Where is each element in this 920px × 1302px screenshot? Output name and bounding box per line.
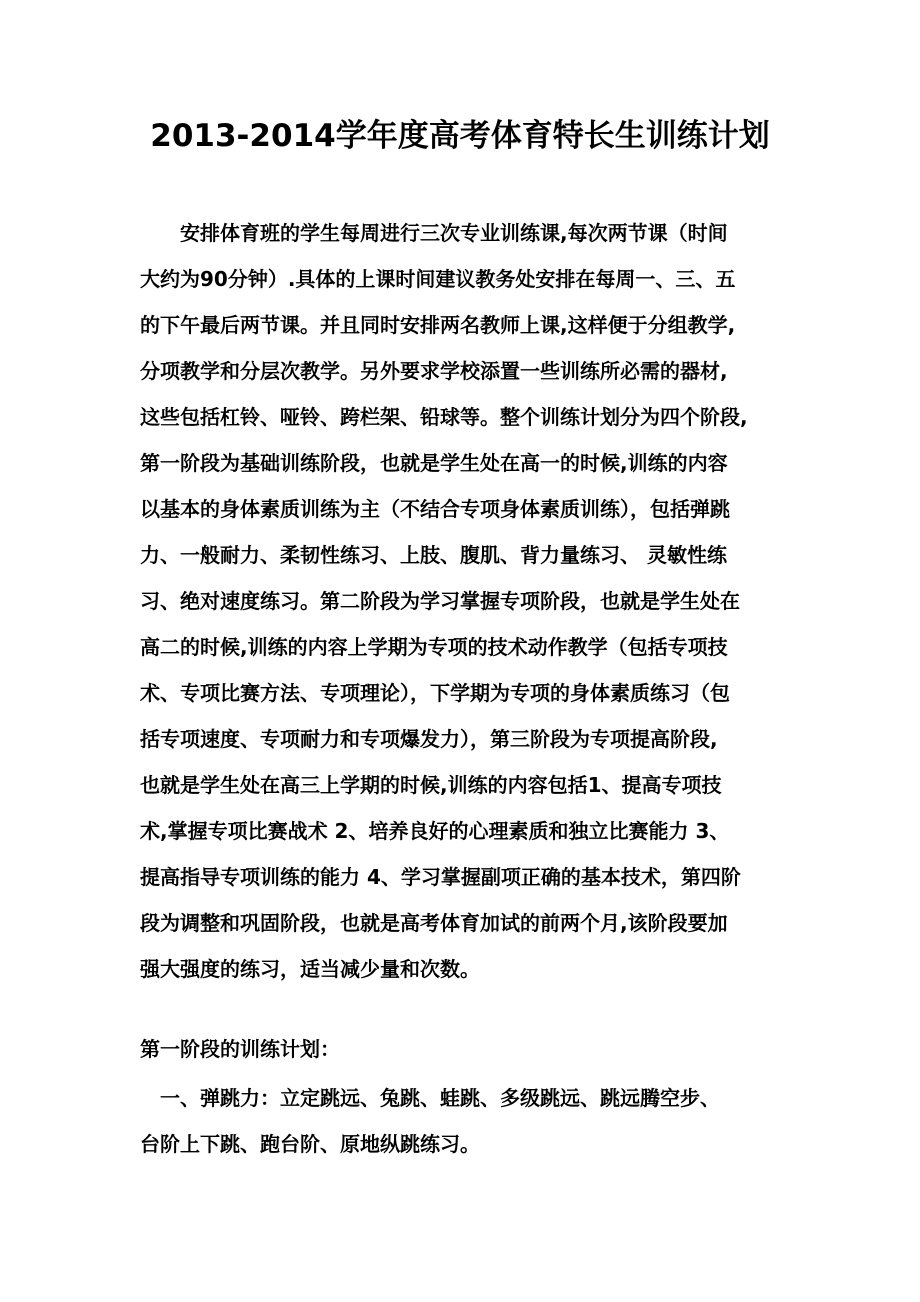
- training-item-paragraph: [140, 1075, 800, 1167]
- intro-line: 术、专项比赛方法、专项理论），下学期为专项的身体素质练习（包: [140, 681, 730, 705]
- intro-line: 高二的时候,训练的内容上学期为专项的技术动作教学（包括专项技: [140, 635, 728, 659]
- stage-heading-block: [140, 1026, 800, 1072]
- intro-line: 以基本的身体素质训练为主（不结合专项身体素质训练），包括弹跳: [140, 497, 730, 521]
- intro-line: 术,掌握专项比赛战术 2、培养良好的心理素质和独立比赛能力 3、: [140, 819, 730, 843]
- intro-line: 括专项速度、专项耐力和专项爆发力），第三阶段为专项提高阶段,: [140, 727, 718, 751]
- training-item-line: 台阶上下跳、跑台阶、原地纵跳练习。: [140, 1132, 480, 1156]
- stage-heading: 第一阶段的训练计划：: [140, 1037, 340, 1061]
- intro-line: 力、一般耐力、柔韧性练习、上肢、腹肌、背力量练习、 灵敏性练: [140, 543, 727, 567]
- intro-line: 第一阶段为基础训练阶段，也就是学生处在高一的时候,训练的内容: [140, 451, 728, 475]
- intro-line: 大约为90分钟）.具体的上课时间建议教务处安排在每周一、三、五: [140, 267, 736, 291]
- intro-line: 提高指导专项训练的能力 4、学习掌握副项正确的基本技术，第四阶: [140, 865, 741, 889]
- intro-line: 安排体育班的学生每周进行三次专业训练课,每次两节课（时间: [180, 221, 728, 245]
- intro-line: 分项教学和分层次教学。另外要求学校添置一些训练所必需的器材,: [140, 359, 728, 383]
- intro-line: 段为调整和巩固阶段，也就是高考体育加试的前两个月,该阶段要加: [140, 911, 728, 935]
- document-title: 2013-2014学年度高考体育特长生训练计划: [150, 118, 770, 154]
- intro-line: 习、绝对速度练习。第二阶段为学习掌握专项阶段，也就是学生处在: [140, 589, 740, 613]
- training-item-line: 一、弹跳力：立定跳远、兔跳、蛙跳、多级跳远、跳远腾空步、: [160, 1086, 720, 1110]
- intro-line: 也就是学生处在高三上学期的时候,训练的内容包括1、提高专项技: [140, 773, 722, 797]
- intro-line: 这些包括杠铃、哑铃、跨栏架、铅球等。整个训练计划分为四个阶段,: [140, 405, 748, 429]
- intro-line: 的下午最后两节课。并且同时安排两名教师上课,这样便于分组教学,: [140, 313, 736, 337]
- intro-line: 强大强度的练习，适当减少量和次数。: [140, 957, 480, 981]
- intro-paragraph: [140, 210, 800, 992]
